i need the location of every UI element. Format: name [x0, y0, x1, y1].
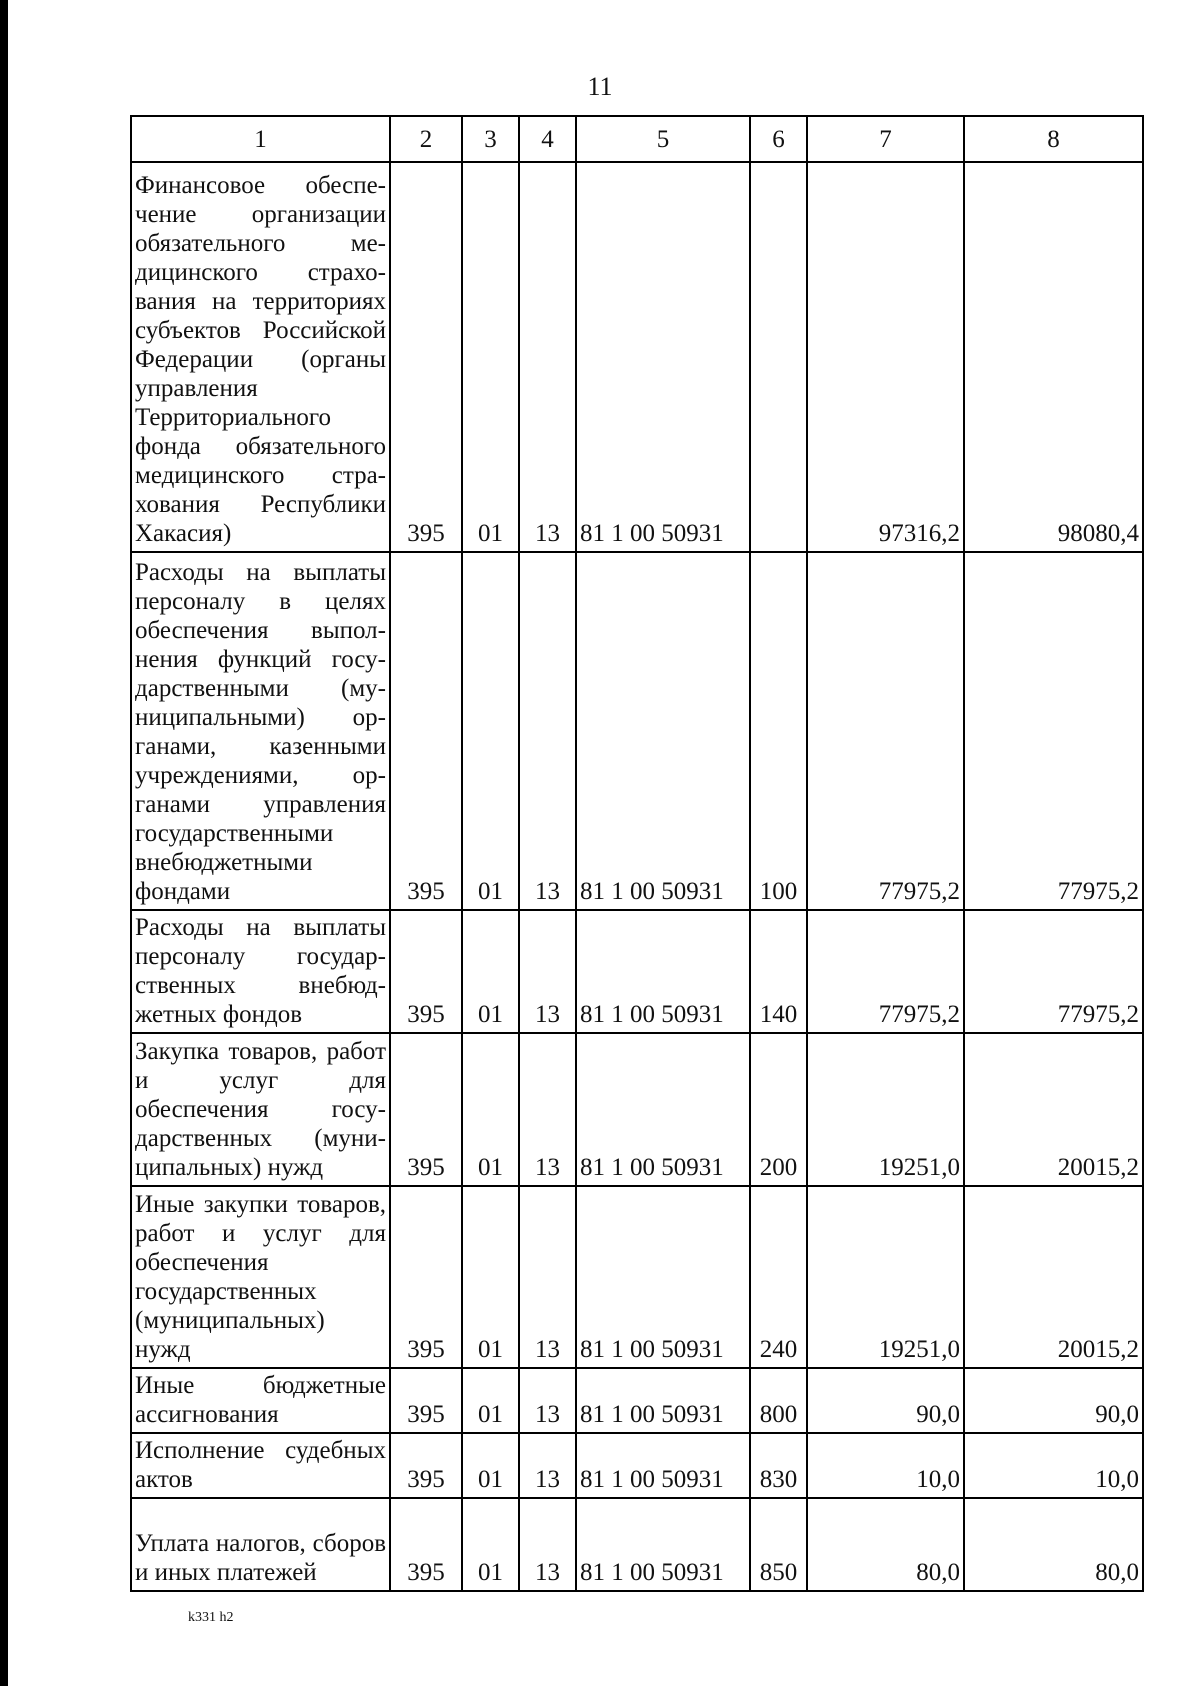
row-ministry-code: 395	[390, 1498, 462, 1591]
row-amount-col7: 97316,2	[807, 162, 964, 552]
row-subsection: 13	[519, 1368, 576, 1433]
row-expense-type: 850	[750, 1498, 807, 1591]
row-target-article: 81 1 00 50931	[576, 162, 750, 552]
row-ministry-code: 395	[390, 552, 462, 910]
row-section: 01	[462, 1033, 519, 1186]
row-target-article: 81 1 00 50931	[576, 552, 750, 910]
table-row	[131, 1186, 1143, 1368]
header-cell: 5	[576, 116, 750, 162]
row-subsection: 13	[519, 1433, 576, 1498]
row-expense-type	[750, 162, 807, 552]
row-amount-col8: 98080,4	[964, 162, 1143, 552]
row-name: Уплата налогов, сборов и иных платежей	[131, 1498, 390, 1591]
row-ministry-code: 395	[390, 1186, 462, 1368]
header-cell: 7	[807, 116, 964, 162]
table-row	[131, 162, 1143, 552]
row-target-article: 81 1 00 50931	[576, 1186, 750, 1368]
row-amount-col7: 90,0	[807, 1368, 964, 1433]
row-subsection: 13	[519, 1033, 576, 1186]
row-section: 01	[462, 1498, 519, 1591]
scan-left-edge	[0, 0, 8, 1686]
row-amount-col8: 20015,2	[964, 1033, 1143, 1186]
row-name: Иные закупки товаров, работ и услуг для обеспечения государственных (муниципальных) нужд	[131, 1186, 390, 1368]
row-ministry-code: 395	[390, 1033, 462, 1186]
row-amount-col8: 90,0	[964, 1368, 1143, 1433]
row-amount-col7: 10,0	[807, 1433, 964, 1498]
row-subsection: 13	[519, 1186, 576, 1368]
row-ministry-code: 395	[390, 1433, 462, 1498]
page-number: 11	[587, 72, 613, 101]
row-name: Исполнение судебных актов	[131, 1433, 390, 1498]
header-cell: 1	[131, 116, 390, 162]
row-amount-col8: 10,0	[964, 1433, 1143, 1498]
row-name: Финансовое обеспечение организации обязательного медицинского страхования на территориях субъектов Российской Федерации (органы управления Территориального фонда обязательного медицинского страхования Республики Хакасия)	[131, 162, 390, 552]
row-name: Расходы на выплаты персоналу в целях обеспечения выполнения функций государственными (муниципальными) органами, казенными учреждениями, органами управления государственными внебюджетными фондами	[131, 552, 390, 910]
row-ministry-code: 395	[390, 910, 462, 1033]
row-subsection: 13	[519, 552, 576, 910]
row-section: 01	[462, 910, 519, 1033]
table-row	[131, 1433, 1143, 1498]
row-section: 01	[462, 1186, 519, 1368]
header-cell: 2	[390, 116, 462, 162]
budget-table	[130, 115, 1144, 1592]
row-target-article: 81 1 00 50931	[576, 1433, 750, 1498]
row-amount-col8: 20015,2	[964, 1186, 1143, 1368]
footer-code: k331 h2	[188, 1610, 234, 1625]
row-section: 01	[462, 1433, 519, 1498]
row-subsection: 13	[519, 910, 576, 1033]
table-row	[131, 552, 1143, 910]
row-target-article: 81 1 00 50931	[576, 1033, 750, 1186]
row-amount-col7: 19251,0	[807, 1033, 964, 1186]
table-header-row	[131, 116, 1143, 162]
table-row	[131, 910, 1143, 1033]
row-ministry-code: 395	[390, 162, 462, 552]
row-name: Иные бюджетные ассигнования	[131, 1368, 390, 1433]
row-ministry-code: 395	[390, 1368, 462, 1433]
row-expense-type: 140	[750, 910, 807, 1033]
row-amount-col7: 77975,2	[807, 910, 964, 1033]
header-cell: 4	[519, 116, 576, 162]
row-name: Закупка товаров, работ и услуг для обеспечения государственных (муниципальных) нужд	[131, 1033, 390, 1186]
row-section: 01	[462, 552, 519, 910]
row-expense-type: 800	[750, 1368, 807, 1433]
row-amount-col8: 77975,2	[964, 552, 1143, 910]
row-target-article: 81 1 00 50931	[576, 1498, 750, 1591]
row-subsection: 13	[519, 162, 576, 552]
row-expense-type: 100	[750, 552, 807, 910]
row-section: 01	[462, 1368, 519, 1433]
table-row	[131, 1498, 1143, 1591]
row-amount-col7: 77975,2	[807, 552, 964, 910]
header-cell: 8	[964, 116, 1143, 162]
row-section: 01	[462, 162, 519, 552]
row-amount-col8: 77975,2	[964, 910, 1143, 1033]
row-target-article: 81 1 00 50931	[576, 910, 750, 1033]
row-target-article: 81 1 00 50931	[576, 1368, 750, 1433]
row-name: Расходы на выплаты персоналу государственных внебюджетных фондов	[131, 910, 390, 1033]
table-row	[131, 1033, 1143, 1186]
row-expense-type: 240	[750, 1186, 807, 1368]
row-amount-col8: 80,0	[964, 1498, 1143, 1591]
row-subsection: 13	[519, 1498, 576, 1591]
row-expense-type: 200	[750, 1033, 807, 1186]
row-amount-col7: 19251,0	[807, 1186, 964, 1368]
table-row	[131, 1368, 1143, 1433]
row-amount-col7: 80,0	[807, 1498, 964, 1591]
header-cell: 3	[462, 116, 519, 162]
row-expense-type: 830	[750, 1433, 807, 1498]
header-cell: 6	[750, 116, 807, 162]
